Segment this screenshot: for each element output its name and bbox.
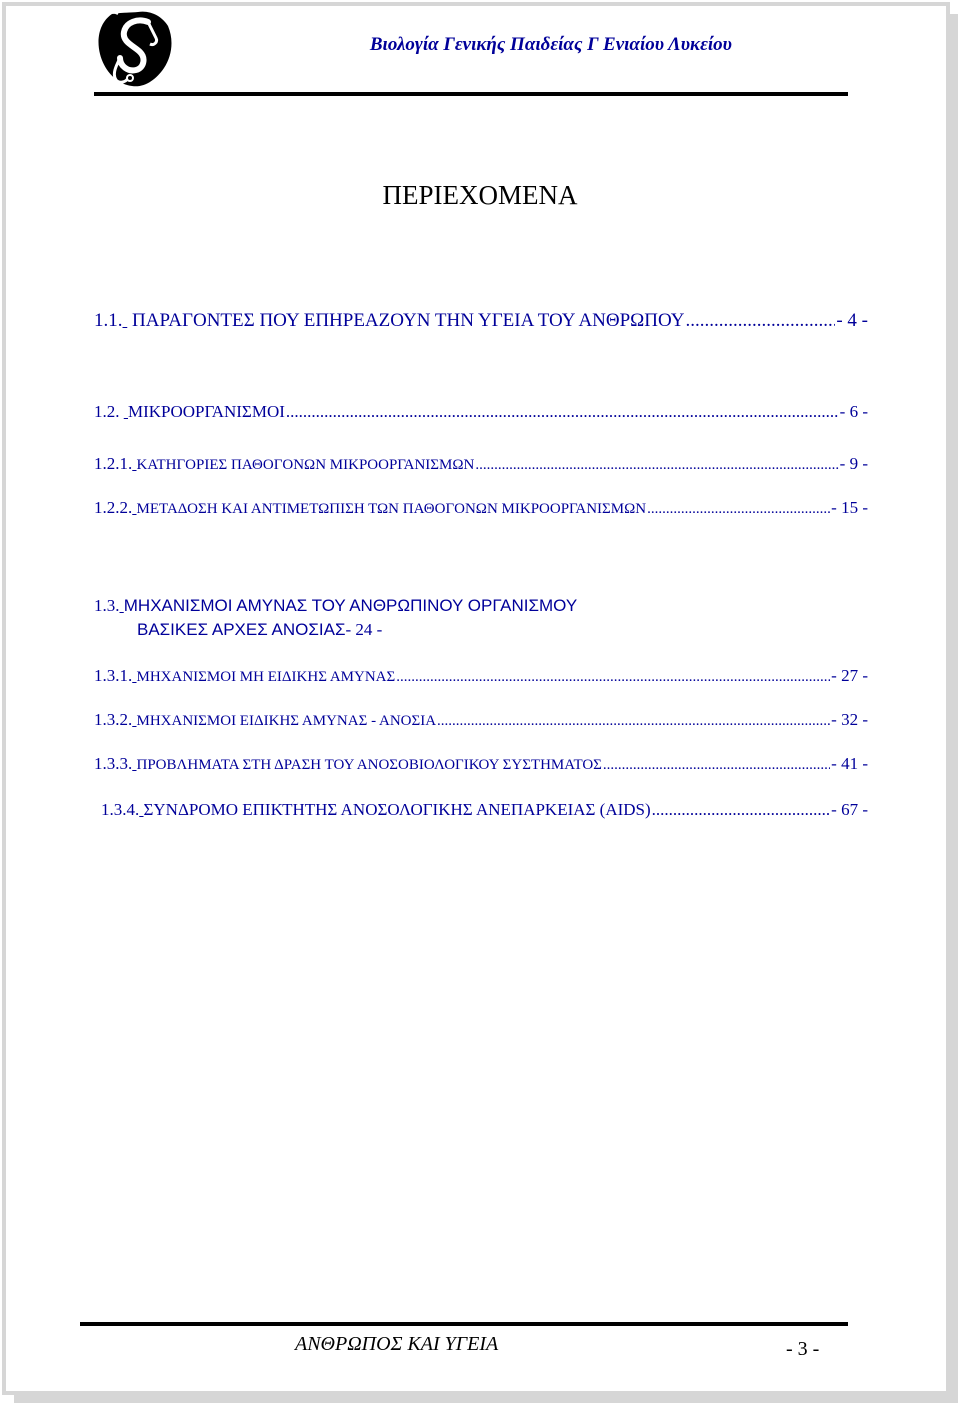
toc-entry-continuation[interactable] [137, 620, 868, 640]
toc-entry-page: - 6 - [839, 402, 868, 421]
toc-heading: ΠΕΡΙΕΧΟΜΕΝΑ [382, 180, 578, 210]
toc-entry-title: ΚΑΤΗΓΟΡΙΕΣ ΠΑΘΟΓΟΝΩΝ ΜΙΚΡΟΟΡΓΑΝΙΣΜΩΝ [136, 457, 475, 473]
toc-entry[interactable] [94, 754, 868, 774]
header-divider [94, 92, 848, 96]
toc-entry-title: ΣΥΝΔΡΟΜΟ ΕΠΙΚΤΗΤΗΣ ΑΝΟΣΟΛΟΓΙΚΗΣ ΑΝΕΠΑΡΚΕΙΑΣ (AIDS) [143, 800, 651, 819]
toc-leader-dots [652, 800, 831, 820]
footer-title: ΑΝΘΡΩΠΟΣ ΚΑΙ ΥΓΕΙΑ [295, 1333, 499, 1355]
toc-entry-page: - 15 - [831, 498, 868, 517]
toc-entry-page: - 67 - [831, 800, 868, 819]
toc-leader-dots [686, 310, 836, 332]
toc-entry-number: 1.1. [94, 310, 123, 331]
toc-entry-number: 1.3.1. [94, 666, 133, 685]
toc-entry[interactable] [94, 710, 868, 730]
toc-leader-dots [437, 713, 830, 730]
toc-leader-dots [647, 501, 830, 518]
toc-entry-page: - 24 - [345, 620, 383, 639]
toc-leader-dots [475, 457, 838, 474]
toc-entry[interactable] [94, 402, 868, 422]
toc-entry-number: 1.3.3. [94, 754, 133, 773]
toc-entry[interactable] [94, 310, 868, 332]
toc-leader-dots [286, 402, 839, 422]
toc-entry-title: ΠΑΡΑΓΟΝΤΕΣ ΠΟΥ ΕΠΗΡΕΑΖΟΥΝ ΤΗΝ ΥΓΕΙΑ ΤΟΥ ΑΝΘΡΩΠΟΥ [132, 310, 685, 331]
toc-entry-title: ΜΗΧΑΝΙΣΜΟΙ ΑΜΥΝΑΣ ΤΟΥ ΑΝΘΡΩΠΙΝΟΥ ΟΡΓΑΝΙΣΜΟΥ [123, 596, 578, 615]
toc-entry-number: 1.2.1. [94, 454, 133, 473]
toc-entry-page: - 9 - [839, 454, 868, 473]
toc-entry-page: - 4 - [836, 310, 868, 331]
toc-entry-page: - 27 - [831, 666, 868, 685]
toc-entry[interactable] [94, 596, 714, 616]
toc-entry-title: ΠΡΟΒΛΗΜΑΤΑ ΣΤΗ ΔΡΑΣΗ ΤΟΥ ΑΝΟΣΟΒΙΟΛΟΓΙΚΟΥ ΣΥΣΤΗΜΑΤΟΣ [136, 757, 602, 773]
toc-entry-title: ΜΙΚΡΟΟΡΓΑΝΙΣΜΟΙ [128, 402, 285, 421]
toc-entry[interactable] [94, 666, 868, 686]
toc-leader-dots [603, 757, 830, 774]
footer-page-number: - 3 - [786, 1338, 820, 1360]
toc-entry[interactable] [94, 454, 868, 474]
toc-entry-number: 1.3.4. [101, 800, 140, 819]
footer-divider [80, 1322, 848, 1326]
toc-entry-page: - 32 - [831, 710, 868, 729]
toc-entry-number: 1.2.2. [94, 498, 133, 517]
toc-entry-number: 1.2. [94, 402, 120, 421]
toc-entry-title: ΜΗΧΑΝΙΣΜΟΙ ΜΗ ΕΙΔΙΚΗΣ ΑΜΥΝΑΣ [136, 669, 396, 685]
stethoscope-s-logo-icon [94, 8, 176, 90]
toc-entry[interactable] [94, 498, 868, 518]
toc-leader-dots [396, 669, 830, 686]
toc-entry-title: ΜΕΤΑΔΟΣΗ ΚΑΙ ΑΝΤΙΜΕΤΩΠΙΣΗ ΤΩΝ ΠΑΘΟΓΟΝΩΝ ΜΙΚΡΟΟΡΓΑΝΙΣΜΩΝ [136, 501, 647, 517]
toc-entry-number: 1.3. [94, 596, 120, 615]
toc-entry[interactable] [101, 800, 868, 820]
document-header-title: Βιολογία Γενικής Παιδείας Γ Ενιαίου Λυκείου [369, 34, 732, 55]
toc-entry-page: - 41 - [831, 754, 868, 773]
toc-entry-title: ΜΗΧΑΝΙΣΜΟΙ ΕΙΔΙΚΗΣ ΑΜΥΝΑΣ - ΑΝΟΣΙΑ [136, 713, 437, 729]
toc-entry-number: 1.3.2. [94, 710, 133, 729]
toc-entry-title-line2: ΒΑΣΙΚΕΣ ΑΡΧΕΣ ΑΝΟΣΙΑΣ [137, 620, 346, 639]
